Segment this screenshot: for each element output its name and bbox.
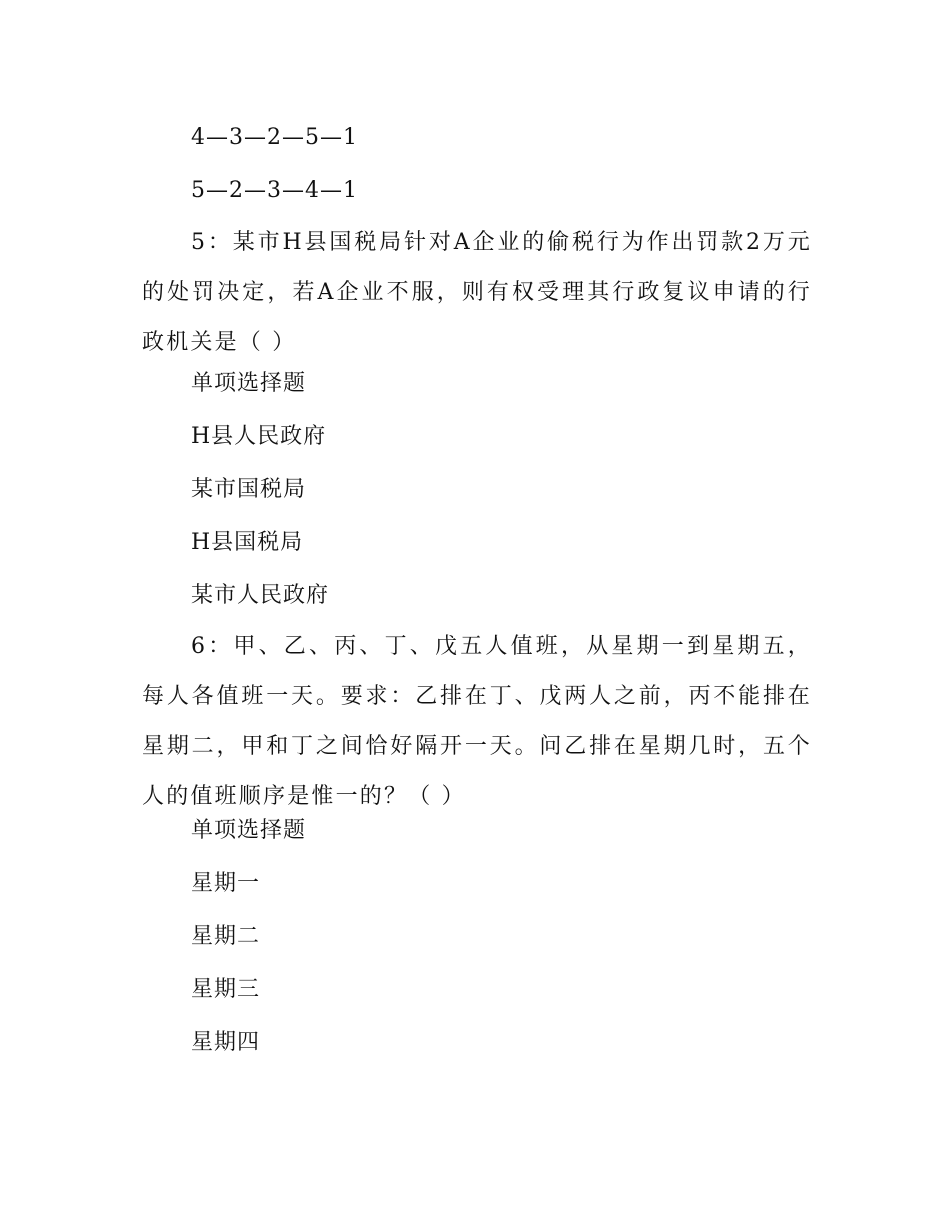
- question-5-option-d: 某市人民政府: [191, 583, 330, 608]
- question-6-option-b: 星期二: [191, 924, 261, 949]
- question-5-text: 5：某市H县国税局针对A企业的偷税行为作出罚款2万元的处罚决定，若A企业不服，则有权受理其行政复议申请的行政机关是（ ）: [142, 230, 812, 355]
- question-6-option-c: 星期三: [191, 977, 261, 1002]
- question-5-option-c: H县国税局: [191, 530, 304, 555]
- question-5-option-a: H县人民政府: [191, 424, 327, 449]
- question-5-type: 单项选择题: [191, 371, 307, 396]
- sequence-line-2: 5—2—3—4—1: [191, 178, 358, 203]
- question-6-type: 单项选择题: [191, 818, 307, 843]
- question-5-option-b: 某市国税局: [191, 477, 307, 502]
- question-6-option-a: 星期一: [191, 871, 261, 896]
- question-6-text: 6：甲、乙、丙、丁、戊五人值班，从星期一到星期五，每人各值班一天。要求：乙排在丁、戊两人之前，丙不能排在星期二，甲和丁之间恰好隔开一天。问乙排在星期几时，五个人的值班顺序是惟一的？（ ）: [142, 634, 812, 809]
- sequence-line-1: 4—3—2—5—1: [191, 125, 358, 150]
- question-6-option-d: 星期四: [191, 1030, 261, 1055]
